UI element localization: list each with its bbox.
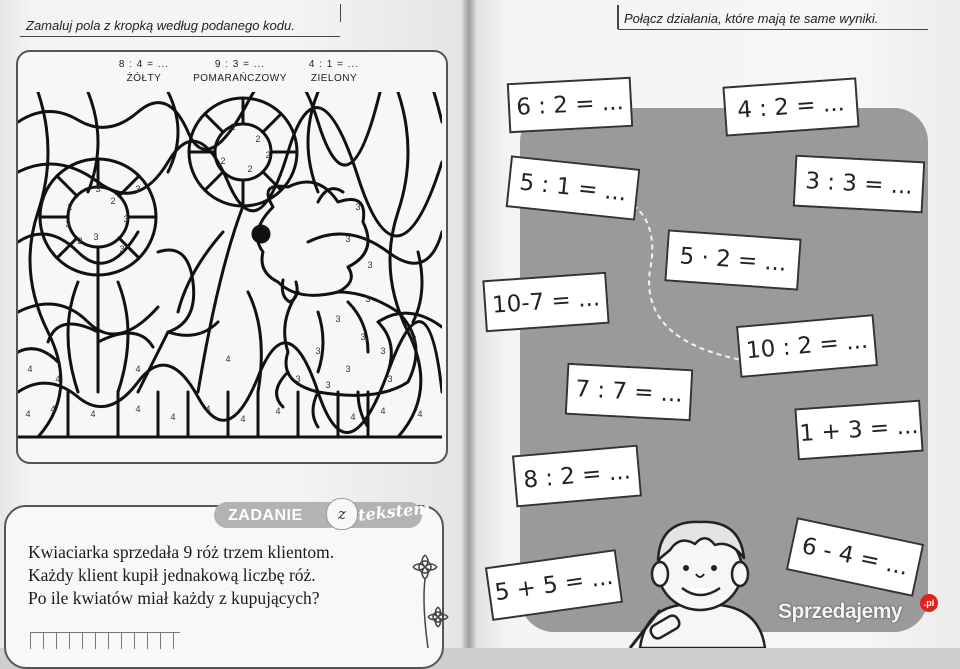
color-key-color: ZIELONY xyxy=(310,73,358,84)
header-tail: tekstem xyxy=(357,498,431,525)
picture-number: 4 xyxy=(225,354,231,364)
picture-number: 4 xyxy=(350,412,356,422)
picture-number: 3 xyxy=(95,184,101,194)
equation-card[interactable]: 5 + 5 = ... xyxy=(485,549,623,621)
word-problem-line: Każdy klient kupił jednakową liczbę róż. xyxy=(28,565,316,585)
picture-number: 3 xyxy=(119,244,125,254)
picture-number: 4 xyxy=(240,414,246,424)
picture-number: 3 xyxy=(355,202,361,212)
color-key-equation: 4 : 1 = ... xyxy=(308,59,360,70)
picture-number: 4 xyxy=(205,404,211,414)
equation-card[interactable]: 7 : 7 = ... xyxy=(565,363,694,422)
picture-number: 2 xyxy=(110,196,116,206)
picture-number: 4 xyxy=(275,406,281,416)
picture-number: 2 xyxy=(255,134,261,144)
picture-number: 3 xyxy=(123,214,129,224)
equation-card[interactable]: 5 · 2 = ... xyxy=(664,229,801,290)
picture-number: 3 xyxy=(315,346,321,356)
color-key-color: ŻÓŁTY xyxy=(126,73,162,84)
picture-number: 4 xyxy=(25,409,31,419)
equation-card[interactable]: 8 : 2 = ... xyxy=(512,445,642,508)
picture-number: 4 xyxy=(27,364,33,374)
picture-number: 3 xyxy=(365,294,371,304)
picture-number: 4 xyxy=(135,404,141,414)
color-key-color: POMARAŃCZOWY xyxy=(193,73,287,84)
picture-number: 2 xyxy=(77,236,83,246)
picture-number: 3 xyxy=(367,260,373,270)
header-word: ZADANIE xyxy=(228,507,303,524)
equation-card[interactable]: 3 : 3 = ... xyxy=(793,155,926,214)
picture-number: 3 xyxy=(380,346,386,356)
picture-number: 4 xyxy=(50,404,56,414)
word-problem-line: Kwiaciarka sprzedała 9 róż trzem klientom. xyxy=(28,542,335,562)
color-key-equation: 9 : 3 = ... xyxy=(214,59,266,70)
picture-number: 4 xyxy=(380,406,386,416)
picture-number: 2 xyxy=(220,156,226,166)
equation-card[interactable]: 6 : 2 = ... xyxy=(507,77,633,133)
picture-number: 4 xyxy=(170,412,176,422)
header-z: z xyxy=(326,498,358,530)
picture-number: 2 xyxy=(230,122,236,132)
picture-number: 3 xyxy=(387,374,393,384)
picture-number: 4 xyxy=(135,364,141,374)
picture-number: 3 xyxy=(295,374,301,384)
picture-number: 3 xyxy=(345,234,351,244)
picture-number: 3 xyxy=(360,332,366,342)
equation-card[interactable]: 10-7 = ... xyxy=(482,272,609,333)
equation-card[interactable]: 5 : 1 = ... xyxy=(506,155,641,220)
watermark-badge: .pl xyxy=(920,594,938,612)
equation-card[interactable]: 4 : 2 = ... xyxy=(722,77,859,136)
picture-number: 3 xyxy=(411,334,417,344)
picture-number: 3 xyxy=(135,184,141,194)
picture-number: 2 xyxy=(265,150,271,160)
watermark-text: Sprzedajemy xyxy=(778,600,903,623)
equation-card[interactable]: 10 : 2 = ... xyxy=(736,314,878,378)
equation-card[interactable]: 6 - 4 = ... xyxy=(786,517,924,597)
picture-number: 3 xyxy=(65,219,71,229)
equation-card[interactable]: 1 + 3 = ... xyxy=(794,400,923,461)
picture-number: 3 xyxy=(93,232,99,242)
picture-number: 3 xyxy=(335,314,341,324)
picture-number: 3 xyxy=(325,380,331,390)
boy-drawing xyxy=(620,510,770,648)
left-instruction: Zamaluj pola z kropką według podanego kodu. xyxy=(20,18,340,37)
picture-number: 3 xyxy=(345,364,351,374)
picture-number: 4 xyxy=(55,374,61,384)
color-key-equation: 8 : 4 = ... xyxy=(118,59,170,70)
picture-number: 4 xyxy=(417,409,423,419)
picture-number: 2 xyxy=(67,202,73,212)
right-instruction: Połącz działania, które mają te same wyniki. xyxy=(618,11,928,30)
picture-number: 2 xyxy=(247,164,253,174)
word-problem-line: Po ile kwiatów miał każdy z kupujących? xyxy=(28,588,320,608)
picture-number: 4 xyxy=(90,409,96,419)
